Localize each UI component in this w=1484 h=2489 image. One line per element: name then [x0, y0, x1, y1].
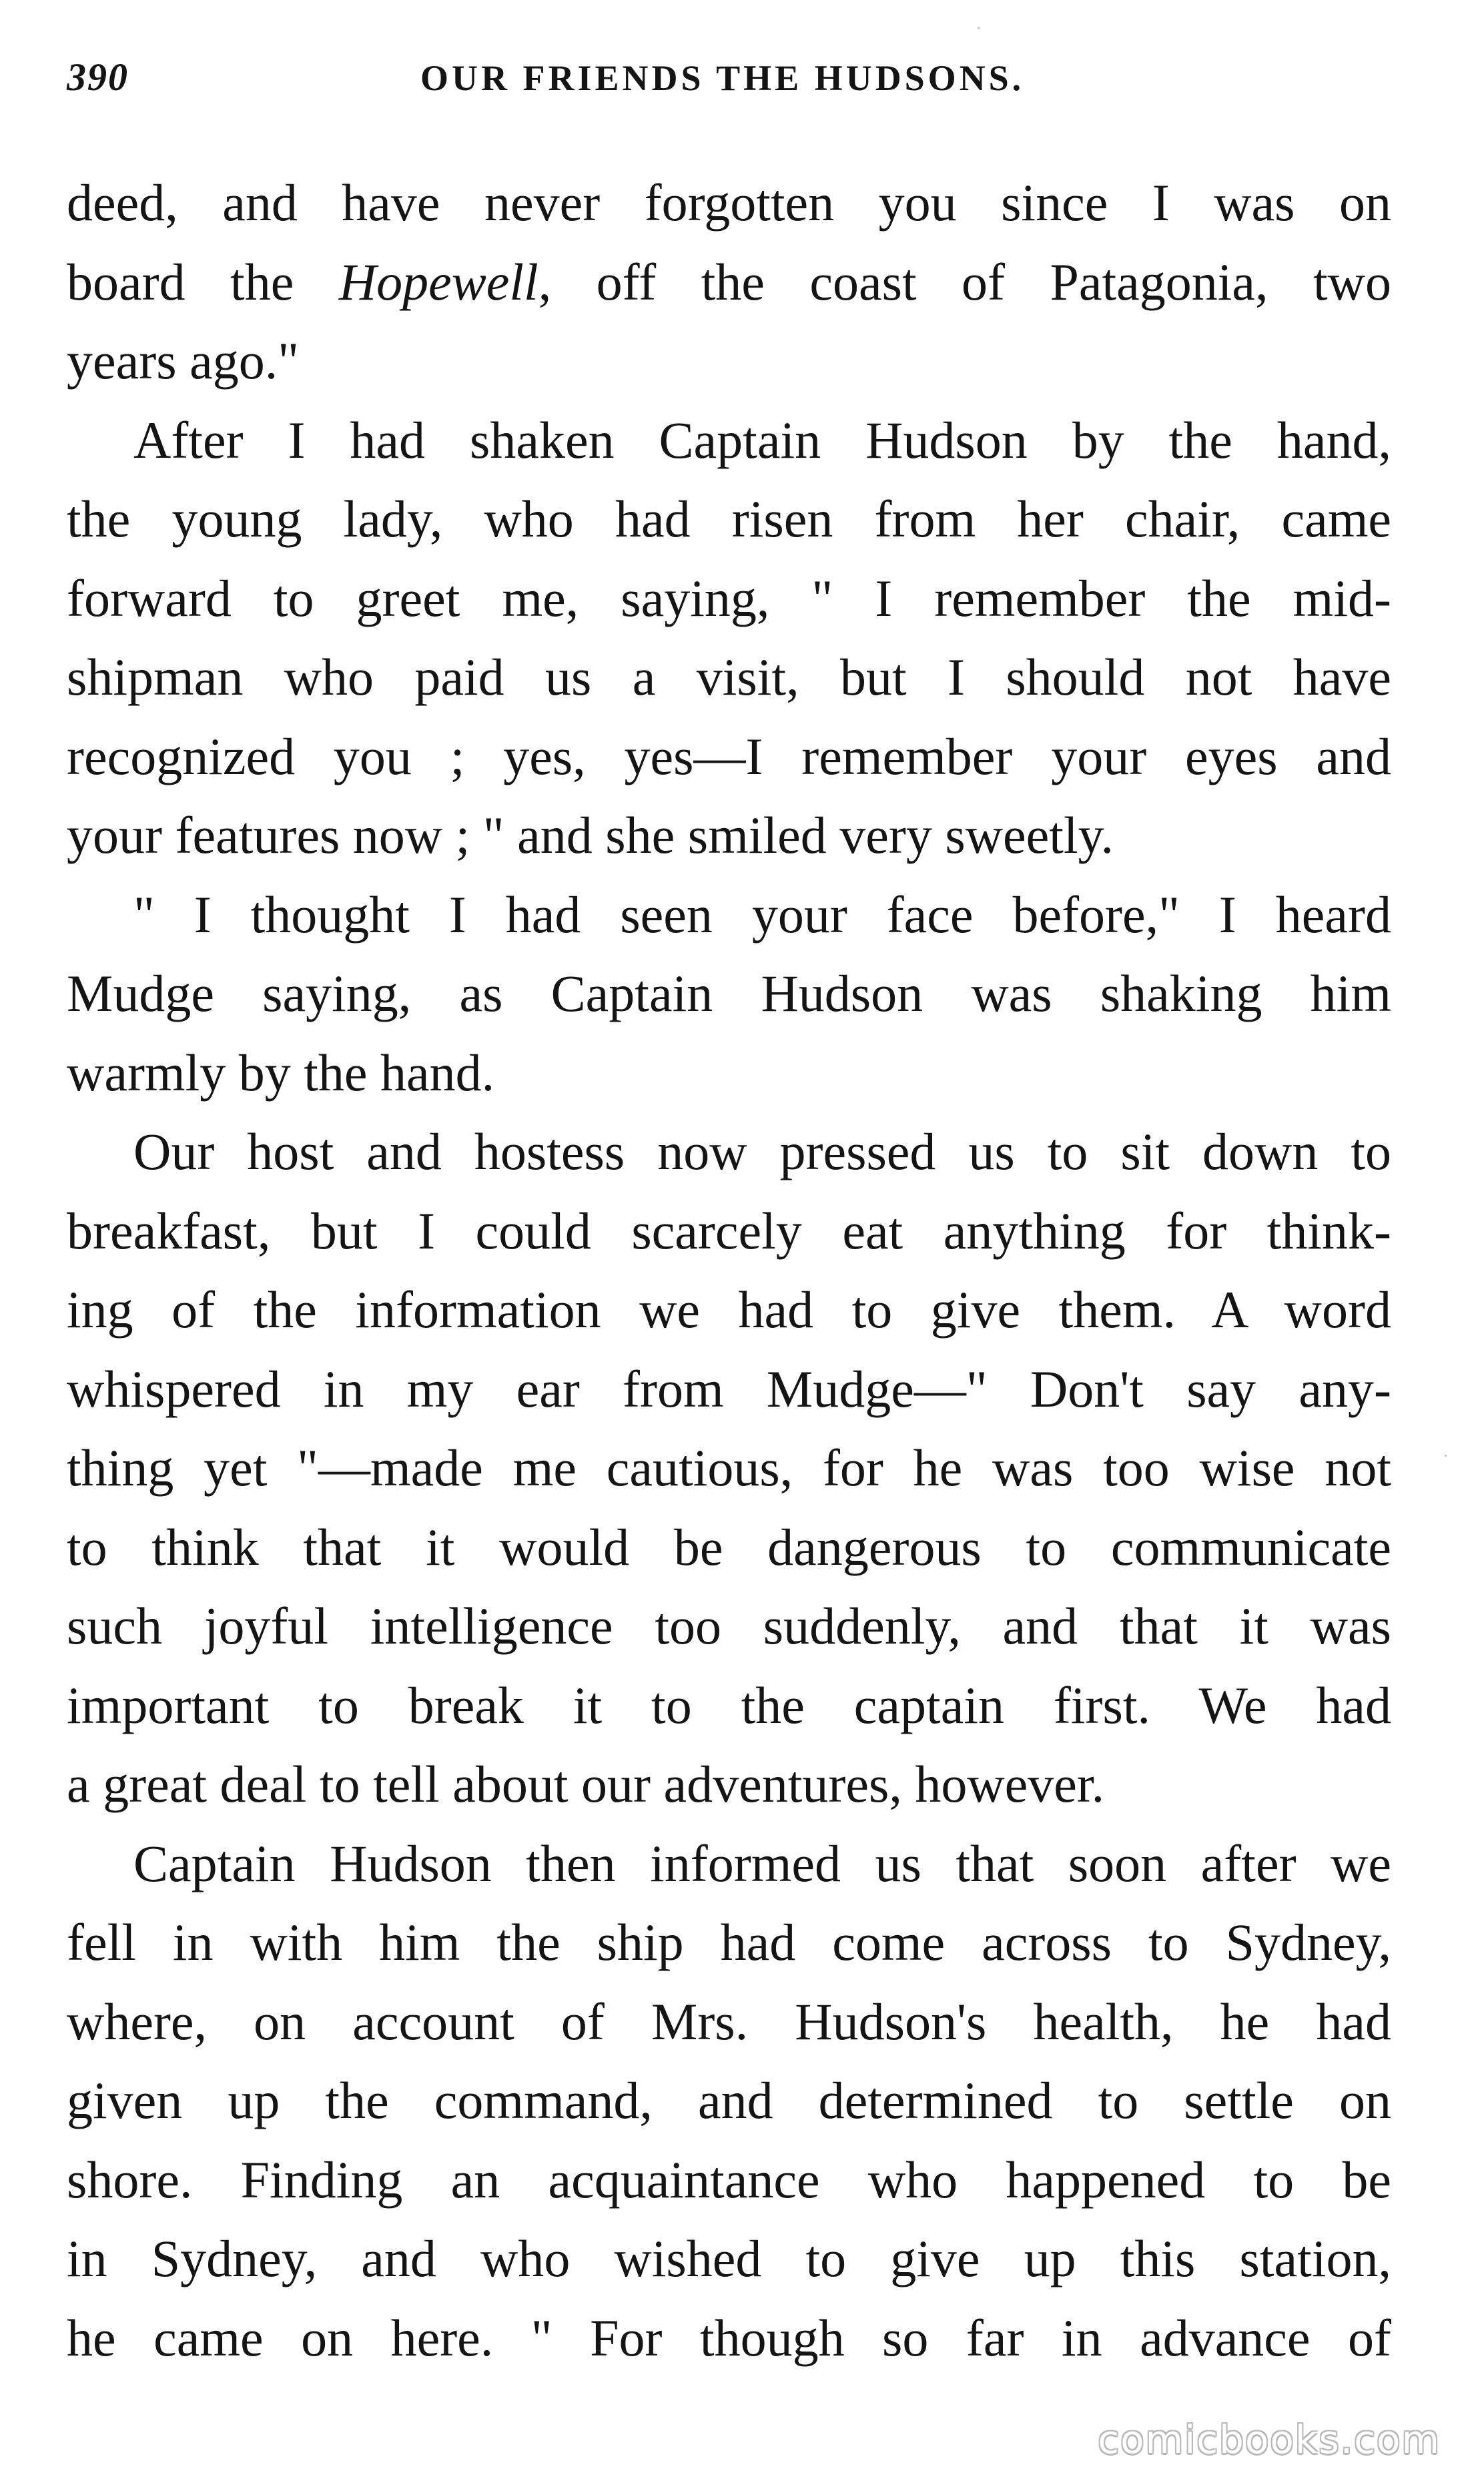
text-line: your features now ; " and she smiled very sweetly. [67, 806, 1114, 864]
text-line: Mudge saying, as Captain Hudson was shaking him [67, 964, 1391, 1022]
text-line: recognized you ; yes, yes—I remember your eyes and [67, 727, 1391, 785]
text-line: shipman who paid us a visit, but I should not have [67, 648, 1391, 706]
text-line: After I had shaken Captain Hudson by the hand, [133, 410, 1391, 469]
text-line: board the Hopewell, off the coast of Patagonia, two [67, 252, 1391, 311]
scan-speck [978, 27, 980, 29]
text-line: whispered in my ear from Mudge—" Don't say any- [67, 1359, 1391, 1418]
text-line: in Sydney, and who wished to give up this station, [67, 2229, 1391, 2287]
text-line: years ago." [67, 332, 300, 390]
text-line: he came on here. " For though so far in advance of [67, 2308, 1391, 2367]
text-line: Our host and hostess now pressed us to sit down to [133, 1122, 1391, 1180]
scan-speck [1445, 1455, 1447, 1457]
page-number: 390 [67, 55, 129, 99]
text-line: to think that it would be dangerous to communicate [67, 1517, 1391, 1576]
text-line: a great deal to tell about our adventures, however. [67, 1755, 1105, 1813]
text-line: fell in with him the ship had come across to Sydney, [67, 1913, 1391, 1971]
text-line: the young lady, who had risen from her chair, came [67, 490, 1391, 548]
text-line: deed, and have never forgotten you since I was on [67, 173, 1391, 232]
site-watermark: comicbooks.com [1098, 2417, 1441, 2462]
text-line: breakfast, but I could scarcely eat anything for think- [67, 1201, 1391, 1260]
running-head: OUR FRIENDS THE HUDSONS. [420, 58, 1025, 98]
text-line: such joyful intelligence too suddenly, and that it was [67, 1597, 1391, 1655]
text-line: ing of the information we had to give them. A word [67, 1281, 1391, 1339]
ship-name: Hopewell [338, 252, 538, 311]
text-line: important to break it to the captain first. We had [67, 1676, 1391, 1734]
page-header [67, 55, 1401, 115]
text-line: " I thought I had seen your face before," I heard [133, 885, 1391, 944]
text-line: thing yet "—made me cautious, for he was too wise not [67, 1439, 1391, 1497]
text-line: Captain Hudson then informed us that soon after we [133, 1834, 1391, 1892]
body-text [67, 163, 1391, 2378]
text-line: warmly by the hand. [67, 1043, 495, 1102]
text-line: forward to greet me, saying, " I remember the mid- [67, 569, 1391, 627]
text-line: where, on account of Mrs. Hudson's health, he had [67, 1992, 1391, 2051]
text-line: shore. Finding an acquaintance who happened to be [67, 2150, 1391, 2209]
text-line: given up the command, and determined to settle on [67, 2071, 1391, 2129]
